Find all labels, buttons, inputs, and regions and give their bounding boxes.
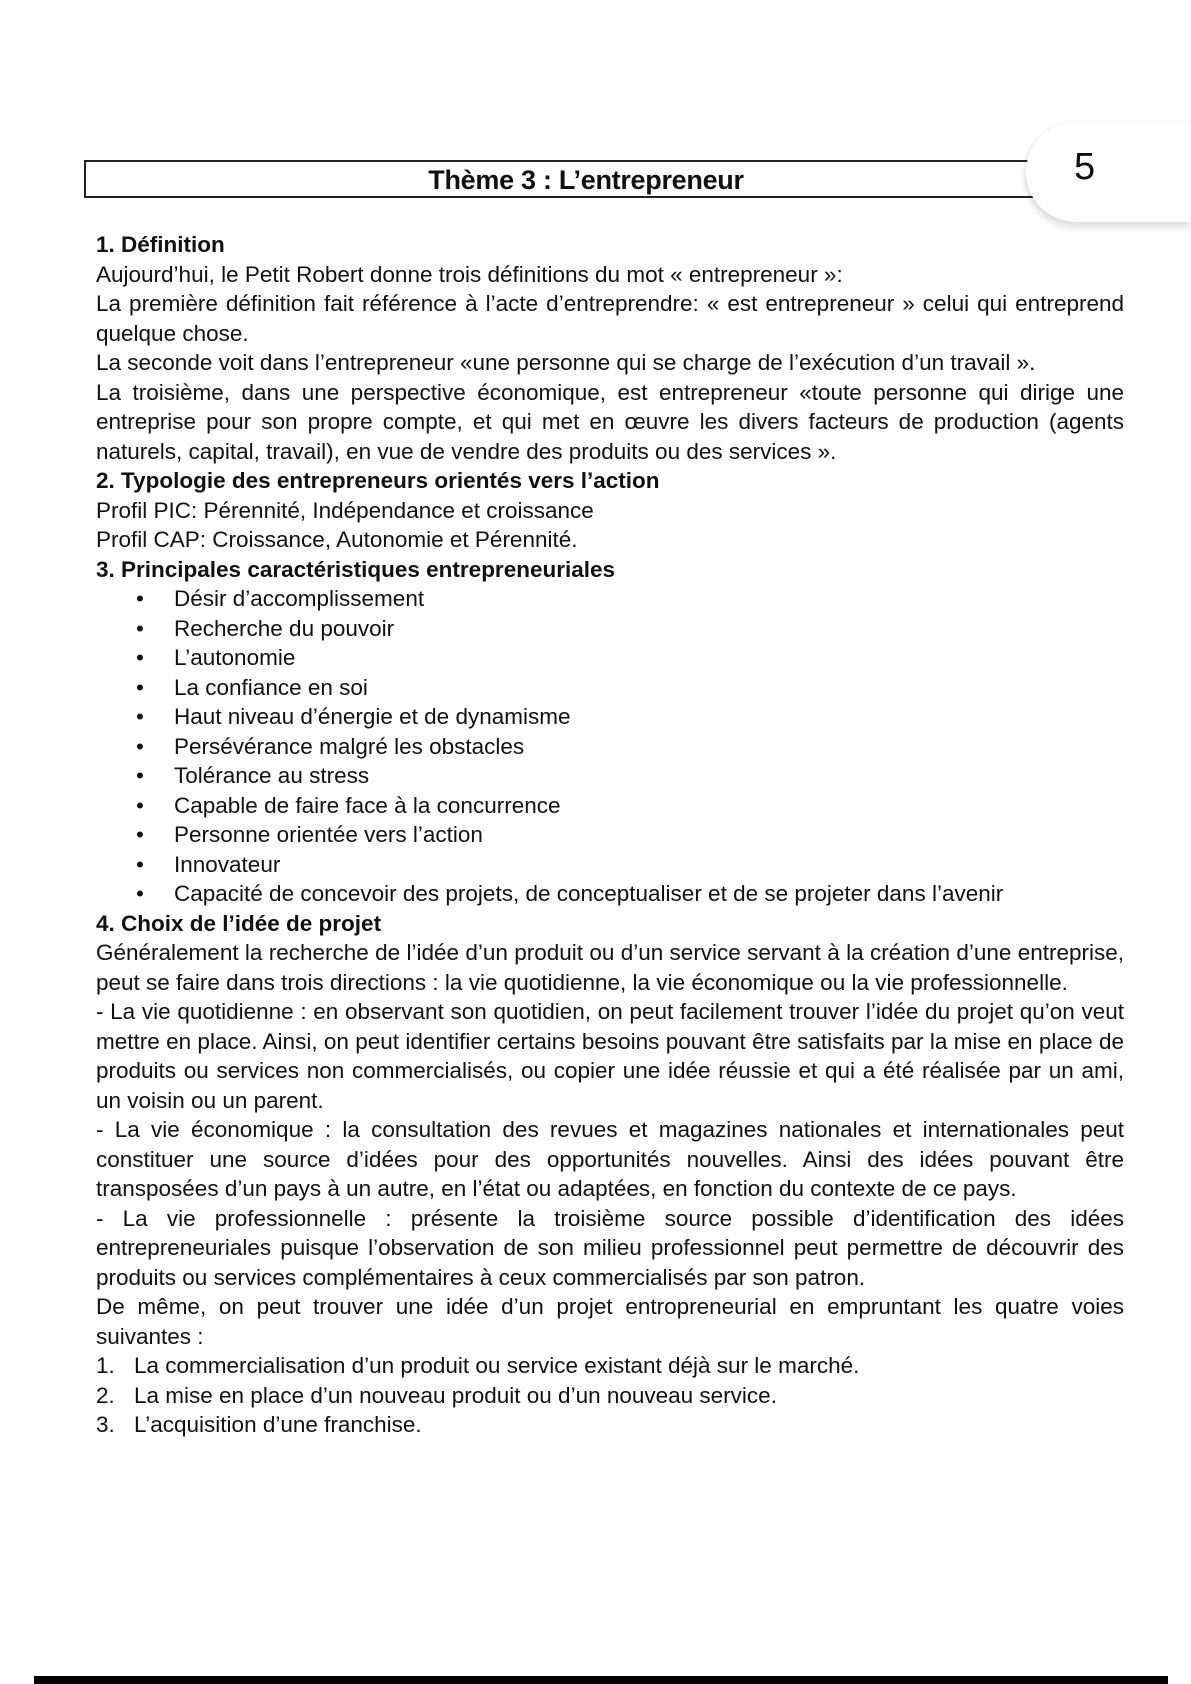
bullet-icon: • [136,645,144,670]
list-item-text: Recherche du pouvoir [174,615,395,641]
section-heading-definition: 1. Définition [96,232,225,257]
theme-title-box [84,160,1054,198]
list-item-text: Capacité de concevoir des projets, de conceptualiser et de se projeter dans l’avenir [174,881,1004,906]
bullet-icon: • [136,674,144,700]
list-item-text: L’autonomie [174,645,296,670]
section-heading-choix: 4. Choix de l’idée de projet [96,910,382,936]
list-item-text: La confiance en soi [174,674,368,700]
paragraph: La première définition fait référence à l’acte d’entreprendre: « est entrepreneur » celui qui entreprend quelque chose. [96,291,1124,346]
bullet-icon: • [136,763,144,788]
bullet-icon: • [136,615,144,641]
page-number: 5 [1074,146,1096,188]
list-item [96,643,1124,673]
bullet-icon: • [136,792,144,818]
list-item-text: La commercialisation d’un produit ou service existant déjà sur le marché. [134,1353,860,1378]
list-item-text: Persévérance malgré les obstacles [174,733,525,759]
list-item-text: Tolérance au stress [174,763,370,788]
list-item [96,1351,1124,1381]
list-item [96,791,1124,821]
bullet-icon: • [136,881,144,906]
list-item [96,614,1124,644]
list-item-text: La mise en place d’un nouveau produit ou d’un nouveau service. [134,1382,777,1408]
profile-line: Profil PIC: Pérennité, Indépendance et croissance [96,497,594,523]
bullet-icon: • [136,704,144,729]
list-item [96,820,1124,850]
bullet-icon: • [136,733,144,759]
bullet-icon: • [136,851,144,877]
section-heading-typologie: 2. Typologie des entrepreneurs orientés vers l’action [96,468,660,493]
list-item [96,673,1124,703]
list-number: 2. [96,1382,115,1408]
list-item-text: L’acquisition d’une franchise. [134,1412,422,1437]
paragraph: Aujourd’hui, le Petit Robert donne trois définitions du mot « entrepreneur »: [96,261,843,287]
list-item [96,761,1124,791]
bullet-icon: • [136,822,144,847]
list-item [96,732,1124,762]
list-item-text: Innovateur [174,851,281,877]
list-item-text: Capable de faire face à la concurrence [174,792,561,818]
list-item-text: Désir d’accomplissement [174,586,425,611]
list-item [96,850,1124,880]
paragraph: La seconde voit dans l’entrepreneur «une personne qui se charge de l’exécution d’un travail ». [96,350,1036,375]
list-item [96,1381,1124,1411]
list-item [96,1410,1124,1440]
paragraph: - La vie professionnelle : présente la troisième source possible d’identification des idées entrepreneuriales puisque l’observation de son milieu professionnel peut permettre de découvrir des produits ou services complémentaires à ceux commercialisés par son patron. [96,1205,1124,1290]
paragraph: De même, on peut trouver une idée d’un projet entropreneurial en empruntant les quatre voies suivantes : [96,1294,1124,1349]
paragraph: Généralement la recherche de l’idée d’un produit ou d’un service servant à la création d’une entreprise, peut se faire dans trois directions : la vie quotidienne, la vie économique ou la vie professionnelle. [96,940,1124,995]
bottom-rule [34,1676,1168,1684]
section-heading-caracteristiques: 3. Principales caractéristiques entrepreneuriales [96,556,616,582]
characteristics-list [96,584,1124,909]
list-number: 3. [96,1412,115,1437]
list-item-text: Personne orientée vers l’action [174,822,483,847]
paragraph: - La vie économique : la consultation des revues et magazines nationales et internationales peut constituer une source d’idées pour des opportunités nouvelles. Ainsi des idées pouvant être transposées d’un pays à un autre, en l’état ou adaptées, en fonction du contexte de ce pays. [96,1117,1124,1201]
page-number-tab [1026,122,1191,222]
theme-title: Thème 3 : L’entrepreneur [428,165,744,195]
list-number: 1. [96,1353,115,1378]
list-item [96,879,1124,909]
list-item [96,584,1124,614]
profile-line: Profil CAP: Croissance, Autonomie et Pérennité. [96,527,578,552]
bullet-icon: • [136,586,144,611]
list-item-text: Haut niveau d’énergie et de dynamisme [174,704,571,729]
list-item [96,702,1124,732]
paragraph: - La vie quotidienne : en observant son quotidien, on peut facilement trouver l’idée du projet qu’on veut mettre en place. Ainsi, on peut identifier certains besoins pouvant être satisfaits par la mise en place de produits ou services non commercialisés, ou copier une idée réussie et qui a été réalisée par un ami, un voisin ou un parent. [96,999,1124,1113]
document-body [96,230,1124,1440]
paragraph: La troisième, dans une perspective économique, est entrepreneur «toute personne qui dirige une entreprise pour son propre compte, et qui met en œuvre les divers facteurs de production (agents naturels, capital, travail), en vue de vendre des produits ou des services ». [96,379,1124,464]
ways-list [96,1351,1124,1440]
